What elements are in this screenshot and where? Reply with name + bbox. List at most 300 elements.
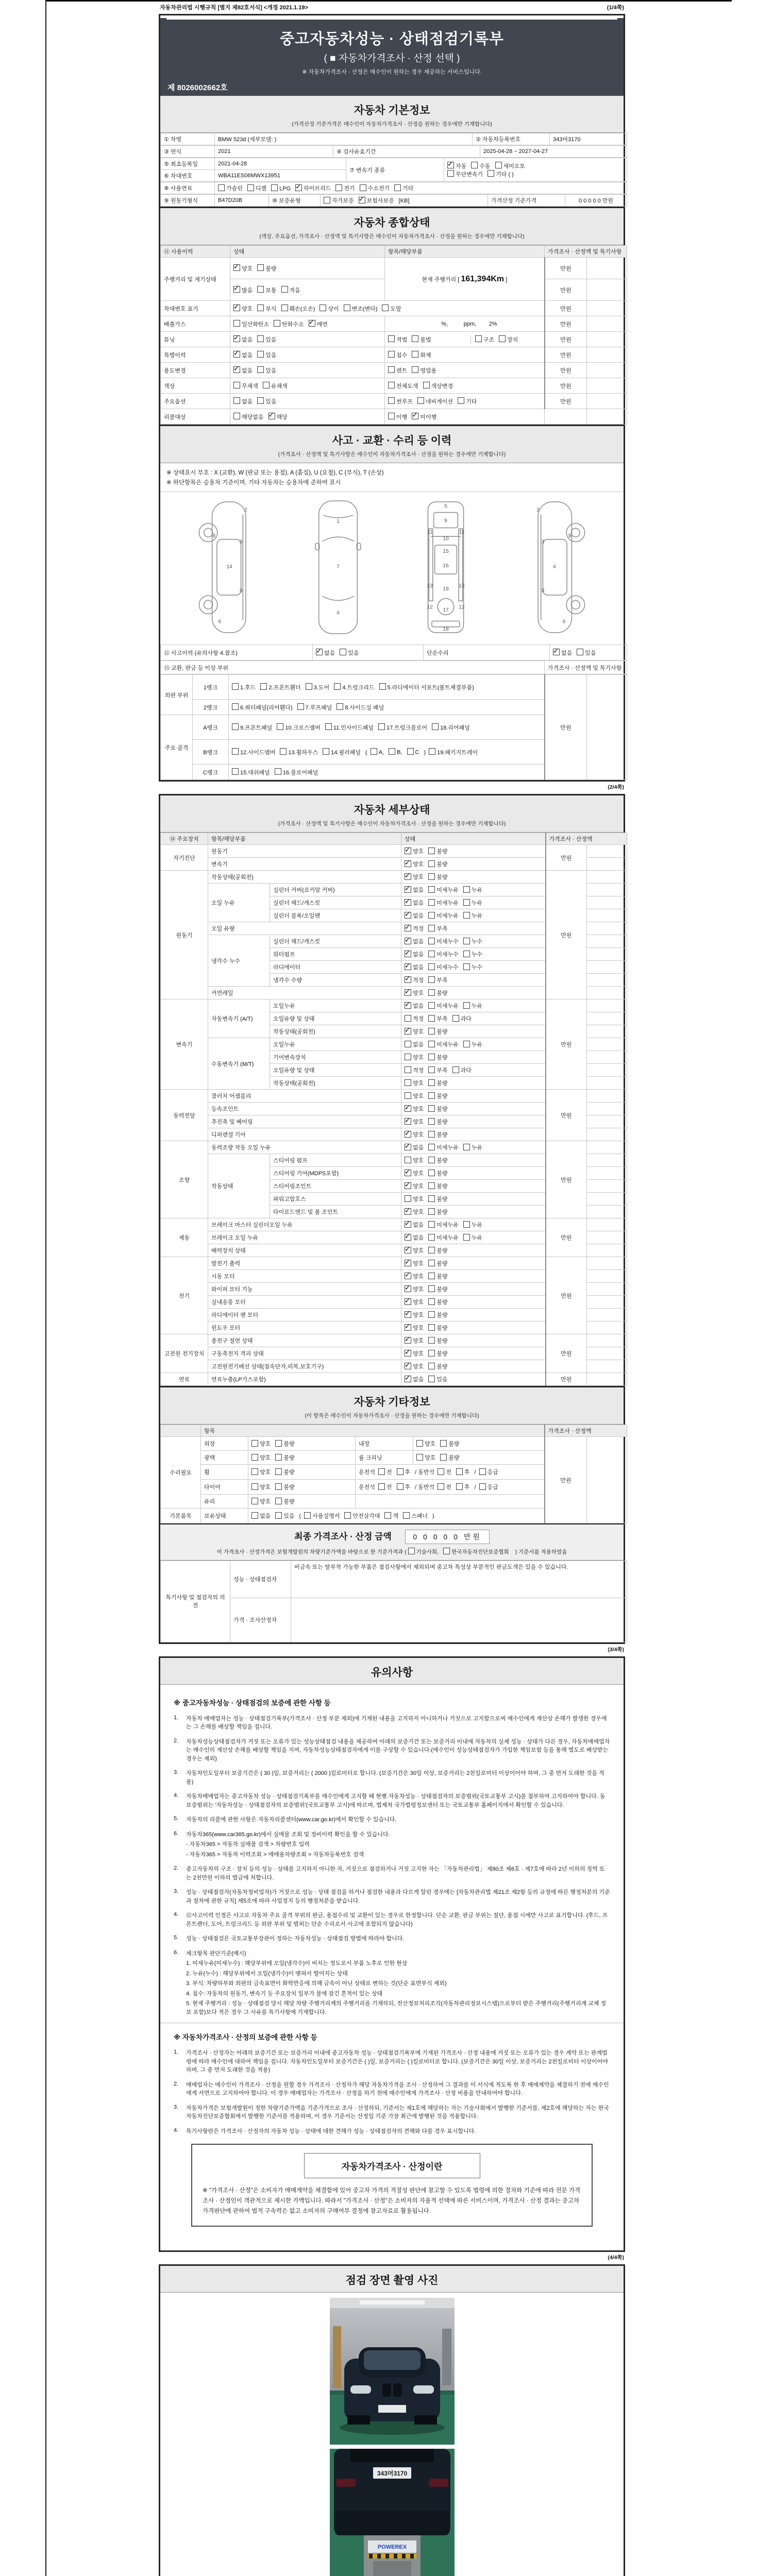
option-text: ( [365,749,367,756]
glass-label: 유리 [201,1495,248,1509]
option [388,335,407,344]
option-label: 불법 [420,336,431,343]
checkbox-checked-icon [447,162,454,168]
option-label: 불량 [436,1183,448,1190]
item-cell: 실린더 커버(로커암 커버) [270,884,401,896]
checkbox-icon [456,1468,463,1475]
checkbox-icon [428,899,435,906]
option-label: 양호 [413,874,424,880]
year-label: ③ 연식 [161,146,215,158]
final-price-label: 최종 가격조사 · 산정 금액 [294,1532,392,1541]
option [388,382,418,390]
option [251,1497,271,1505]
checkbox-icon [405,1015,411,1022]
checkbox-icon [428,1015,435,1022]
option [432,723,470,732]
notice-content [160,1685,624,2242]
option-label: 없음 [413,900,424,906]
status-options-cell [401,1012,546,1025]
option [456,1468,470,1476]
glass-options [248,1495,356,1509]
panel-number: 18 [443,626,449,633]
notice-item-subline: 1. 미세누유(미세누수) : 해당부위에 오일(냉각수)이 비치는 정도로서 부품 노후로 인한 현상 [186,1960,408,1967]
checkbox-checked-icon [233,264,240,271]
option [428,1156,447,1164]
option-label: 양호 [413,1093,424,1099]
checkbox-checked-icon [405,1298,411,1305]
notice-item-text: ⑫사고이력 인정은 사고로 자동차 주요 골격 부위의 판금, 용접수리 및 교환이 있는 경우로 한정합니다. 단순 교환, 판금 부위는 절단, 용접 시에만 사고로 표기합니다. (후드, 프론트펜더, 도어, 트렁크리드 등 외판 부위 및 범퍼는 단순 수리로서 사고에 포함되지 않습니다) [186,1912,608,1927]
option [428,1092,447,1100]
checkbox-icon [428,1066,435,1073]
checkbox-icon [388,413,395,419]
option [324,196,354,205]
option-label: 적정 [413,977,424,984]
item-cell: 오일누유 [270,1038,401,1051]
checkbox-icon [275,1483,282,1490]
panel-number: 12 [458,604,465,611]
item-cell: 연료누출(LP가스포함) [208,1373,401,1386]
option [309,320,328,328]
checkbox-icon [233,382,240,388]
checkbox-icon [428,1260,435,1266]
notice-item [174,2049,610,2075]
item-cell: 등속조인트 [208,1103,401,1115]
checkbox-icon [428,1002,435,1009]
checkbox-icon [428,848,435,854]
option-label: 있음 [436,1377,448,1383]
checkbox-icon [428,989,435,996]
checkbox-checked-icon [405,1324,411,1331]
color-options-1 [230,378,385,394]
appraiser-label: 가격 · 조사산정자 [230,1598,291,1642]
checkbox-icon [412,351,418,358]
option [281,286,300,294]
checkbox-icon [428,1041,435,1047]
usage-change-options-1 [230,363,385,378]
section-accident-header [160,425,624,463]
checkbox-icon [275,1454,282,1461]
option [316,649,335,657]
option [475,335,494,344]
option [463,886,482,894]
abnormal-price-header: 가격조사 · 산정액 및 특기사항 [545,661,627,674]
sub-group-cell: 오일 누유 [208,884,270,922]
option [371,748,384,756]
device-group-cell: 조향 [161,1141,208,1218]
checkbox-icon [463,886,470,893]
item-cell: 작동상태(공회전) [270,1077,401,1090]
option [233,264,253,273]
option-label: 응급 [487,1484,498,1490]
option-label: 누유 [471,1145,483,1151]
option-label: 기타 [466,398,477,405]
checkbox-icon [428,1118,435,1125]
option-label: 응급 [487,1469,498,1476]
title-box [160,18,624,96]
option [463,899,482,907]
mileage-label: 주행거리 및 계기상태 [161,258,230,301]
detail-subtitle: (가격조사 · 산정액 및 특기사항은 매수인이 자동차가격조사 · 산정을 원하는 경우에만 기재합니다) [278,821,506,827]
option [428,976,447,984]
option-label: 미세누유 [436,887,459,893]
option-label: 불량 [436,1209,448,1215]
option [428,1349,447,1358]
checkbox-icon [394,184,401,191]
notice-item-text: 자동차의 리콜에 관한 사항은 자동차리콜센터(www.car.go.kr)에서 확인할 수 있습니다. [186,1817,397,1823]
checkbox-checked-icon [233,366,240,373]
mileage-note-1 [587,258,627,279]
checkbox-icon [428,1221,435,1228]
page-2 [159,794,625,1644]
overall-subtitle: (색상, 주요옵션, 가격조사 · 산정액 및 특기사항은 매수인이 자동차가격조사 · 산정을 원하는 경우에만 기재합니다) [259,233,525,240]
notice-item [174,2081,610,2098]
note-cell [587,845,627,858]
mileage-options-1 [230,258,385,279]
option-text: ) [432,1513,434,1519]
panel-number: 3 [541,588,545,594]
wheel-options [248,1465,356,1480]
note-cell [587,999,627,1012]
checkbox-checked-icon [233,286,240,293]
item-cell: 커먼레일 [208,987,401,999]
main-option-label: 주요옵션 [161,394,230,409]
option-label: 불량 [436,1132,448,1138]
option [428,1259,447,1267]
notice-item-number: 5. [174,1935,179,1941]
notice-item-number: 4. [174,2127,179,2133]
option [405,1298,424,1306]
car-diagrams [160,492,624,645]
option-label: 없음 [413,913,424,919]
rankB-options [229,740,545,765]
option-text: 운전석 [359,1484,375,1490]
title-rule [166,18,617,20]
option-label: 안전삼각대 [352,1513,380,1519]
checkbox-checked-icon [405,1350,411,1357]
item-cell: 클러치 어셈블리 [208,1090,401,1103]
checkbox-icon [277,723,283,730]
price-cell: 만원 [546,1141,587,1218]
checkbox-icon [428,1298,435,1305]
checkbox-icon [428,1144,435,1150]
tuning-price: 만원 [545,332,587,347]
glass-spacer [356,1495,545,1509]
overall-header-item: 항목/해당부품 [385,246,545,258]
option-label: 불량 [283,1499,295,1505]
notice-item-number: 3. [174,1888,179,1894]
note-cell [587,858,627,871]
option [325,723,374,732]
option [405,1272,424,1280]
car-rear-shape [334,2449,450,2535]
option-label: 불량 [283,1455,295,1461]
option [428,911,459,920]
checkbox-icon [463,938,470,944]
option [405,976,424,984]
option-label: 불량 [436,1312,448,1318]
wheel-label: 휠 [201,1465,248,1480]
option-label: 16.플로어패널 [282,769,318,776]
option-label: LPG [279,185,291,192]
option [463,1221,482,1229]
panel-number: 16 [443,563,449,569]
checkbox-icon [475,335,482,342]
checkbox-icon [405,1092,411,1099]
option [233,382,258,390]
option-label: 누수 [471,952,483,958]
detail-header-price: 가격조사 · 산정액 [546,833,627,845]
checkbox-icon [360,184,366,191]
option-label: 있음 [265,352,277,359]
special-history-label: 특별이력 [161,347,230,363]
outer-panel-group-label: 외판 부위 [161,675,193,715]
checkbox-icon [428,1195,435,1202]
frame-group-label: 주요 골격 [161,715,193,780]
option [428,1143,459,1151]
option-label: 10.크로스멤버 [285,724,321,731]
checkbox-icon [257,397,264,404]
option-label: 없음 [242,367,253,374]
panel-number: 3 [541,539,545,545]
final-price-digits: 0 0 0 0 0 [413,1533,460,1541]
option [405,924,424,933]
checkbox-icon [260,683,267,690]
document-title: 중고자동차성능 · 상태점검기록부 [280,31,504,47]
option [382,304,401,313]
panel-number: 4 [337,610,340,616]
sub-group-cell: 작동상태 [208,1154,270,1218]
overall-title: 자동차 종합상태 [354,217,430,229]
section-notice-header [160,1658,624,1685]
note-cell [587,1334,627,1347]
option [275,768,318,776]
option-label: 불량 [283,1469,295,1476]
option-label: 영업용 [420,367,437,374]
checkbox-icon [335,184,342,191]
page-4 [159,2264,625,2576]
option [428,1375,447,1383]
rankA-options [229,715,545,740]
option-label: 불량 [436,1351,448,1357]
option [405,1092,424,1100]
option [378,1483,392,1491]
option [429,748,478,756]
option [405,1130,424,1139]
option [275,1439,294,1448]
color-label: 색상 [161,378,230,394]
status-options-cell [401,974,546,987]
checkbox-icon [443,1548,450,1554]
option [412,351,431,359]
notice-item-text: 중고자동차의 구조 · 장치 등의 성능 · 상태를 고지하지 아니한 자, 거짓으로 점검하거나 거짓 고지한 자는 「자동차관리법」 제80조 제6호 · 제7호에 따라 2년 이하의 징역 또는 2천만원 이하의 벌금에 처합니다. [186,1866,605,1881]
final-price-band [160,1523,624,1561]
option-label: 없음 [413,1235,424,1241]
option-label: 수동 [479,163,491,170]
option [334,683,374,691]
item-cell: 브레이크 오일 누유 [208,1231,401,1244]
option-label: 불량 [436,1106,448,1112]
option-label: 양호 [413,1158,424,1164]
status-options-cell [401,1128,546,1141]
panel-number: 3 [239,588,243,594]
option [271,184,291,192]
device-group-cell: 고전원 전기장치 [161,1334,208,1373]
option [405,873,424,881]
option [233,335,253,344]
option-label: 양호 [260,1441,271,1447]
option-label: 보험사보증 [366,198,394,204]
checkbox-icon [382,304,389,311]
rank1-options [229,675,545,700]
option [428,1105,447,1113]
option [405,1169,424,1177]
checkbox-icon [251,1512,258,1519]
option [452,1014,472,1023]
option [463,963,482,971]
option-label: 부족 [436,977,448,984]
option [428,1002,459,1010]
option [275,1483,294,1491]
item-cell: 와이퍼 모터 기능 [208,1283,401,1296]
option-label: 미세누유 [436,1222,459,1228]
option [379,683,474,691]
year-value: 2021 [215,146,333,158]
option [412,366,436,375]
mileage-value: 161,394Km [461,274,504,283]
photo-area [160,2293,624,2576]
status-options-cell [401,1296,546,1309]
option-label: 누유 [471,900,483,906]
usage-change-label: 용도변경 [161,363,230,378]
option [428,1233,459,1242]
basic-info-table-row1 [160,133,627,145]
repair-needed-group-label: 수리필요 [161,1437,201,1509]
inspector-label: 성능 · 상태점검자 [230,1561,291,1598]
notice-item-number: 3. [174,1769,179,1775]
special-history-price: 만원 [545,347,587,363]
option-text: ( [299,1513,301,1519]
notice-item-number: 4. [174,1911,179,1918]
document-frame [45,0,732,2576]
option [405,937,424,945]
basic-items-group-label: 기본품목 [161,1509,201,1523]
option-label: C [415,749,419,756]
status-options-cell [401,1077,546,1090]
option [306,683,329,691]
note-cell [587,922,627,935]
etc-price: 만원 [545,1437,587,1523]
panel-number: 11 [427,529,433,535]
option [428,1246,447,1255]
simple-repair-label: 단순수리 [424,645,550,660]
notice-item [174,1792,610,1809]
checkbox-icon [257,335,264,342]
dyno-shape [364,2535,421,2576]
tuning-options-1 [230,332,385,347]
option-label: 양호 [413,1274,424,1280]
checkbox-icon [232,683,239,690]
checkbox-icon [428,873,435,880]
checkbox-checked-icon [405,1131,411,1138]
checkbox-icon [379,683,386,690]
notice-item-text: 특기사항란은 가격조사 · 산정자의 자동차 성능 · 상태에 대한 견해가 성능 · 상태점검자의 견해와 다를 경우 표시합니다. [186,2128,476,2134]
page-1 [159,14,625,782]
page-marker-2: (2/4쪽) [608,784,624,790]
status-options-cell [401,1103,546,1115]
note-cell [587,1193,627,1206]
option-label: 보통 [265,287,277,294]
polish-options [248,1451,356,1465]
option-label: 기타 ( ) [496,171,514,178]
inspection-label: ④ 검사유효기간 [333,146,480,158]
option [428,1324,447,1332]
option [232,703,293,711]
note-cell [587,1077,627,1090]
option [428,1298,447,1306]
item-cell: 동력조향 작동 오일 누유 [208,1141,401,1154]
item-cell: 기어변속장치 [270,1051,401,1064]
status-options-cell [401,999,546,1012]
note-cell [587,871,627,884]
tuning-item-cell [385,332,545,347]
option-label: 있음 [265,367,277,374]
option [405,963,424,971]
tuning-options-2 [388,335,470,344]
option [260,683,300,691]
option-label: 미세누수 [436,964,459,971]
status-options-cell [401,987,546,999]
option [428,963,459,971]
checkbox-checked-icon [405,976,411,983]
warranty-options [321,195,488,207]
option-label: 5.라디에이터 서포트(볼트체결부품) [387,684,474,691]
vin-mark-price: 만원 [545,301,587,316]
option-label: 불량 [436,1274,448,1280]
option-label: 후 [405,1484,411,1490]
notice-item-subline: 4. 침수: 자동차의 원동기, 변속기 등 주요장치 일부가 물에 잠긴 흔적이 있는 상태 [186,1990,383,1997]
checkbox-icon [428,1028,435,1035]
price-cell: 만원 [546,1257,587,1334]
checkbox-checked-icon [405,989,411,996]
option-label: 미세누유 [436,1145,459,1151]
engine-type-label: ⑨ 원동기형식 [161,195,215,207]
option [405,1195,424,1203]
option [463,1143,482,1151]
first-reg-value: 2021-04-28 [215,158,346,170]
reg-no-label: ② 자동차등록번호 [473,133,550,145]
panel-number: 13 [427,583,433,589]
checkbox-icon [232,748,239,755]
item-cell: 실린더 블록/오일팬 [270,909,401,922]
rankB-label: B랭크 [193,740,229,765]
option-label: 양호 [242,265,253,272]
option-label: 양호 [413,1261,424,1267]
status-options-cell [401,1090,546,1103]
panel-number: 3 [239,539,243,545]
notice-item [174,1888,610,1905]
option [275,1512,294,1520]
panel-number: 19 [443,586,449,592]
status-options-cell [401,1373,546,1386]
option-label: 11.인사이드패널 [333,724,374,731]
status-options-cell [401,922,546,935]
checkbox-icon [456,1483,463,1490]
option [443,1548,509,1556]
notice-item-text: 가격조사 · 산정자는 아래의 보증기간 또는 보증거리 이내에 중고자동차 성능 · 상태점검기록부에 기재된 가격조사 · 산정 내용에 거짓 또는 오류가 있는 경우 계약 또는 관계법령에 따라 매수인에 대하여 책임을 집니다. 자동차인도일부터 보증기간은 ( )일, 보증거리는 ( )킬로미터로 합니다. (보증기간은 30일 이상, 보증거리는 2천킬로미터 이상이어야 하며, 그 중 먼저 도래한 것을 적용) [186,2050,608,2073]
option-label: 많음 [242,287,253,294]
item-cell: 오일 유량 [208,922,401,935]
option-label: 적정 [413,1016,424,1022]
